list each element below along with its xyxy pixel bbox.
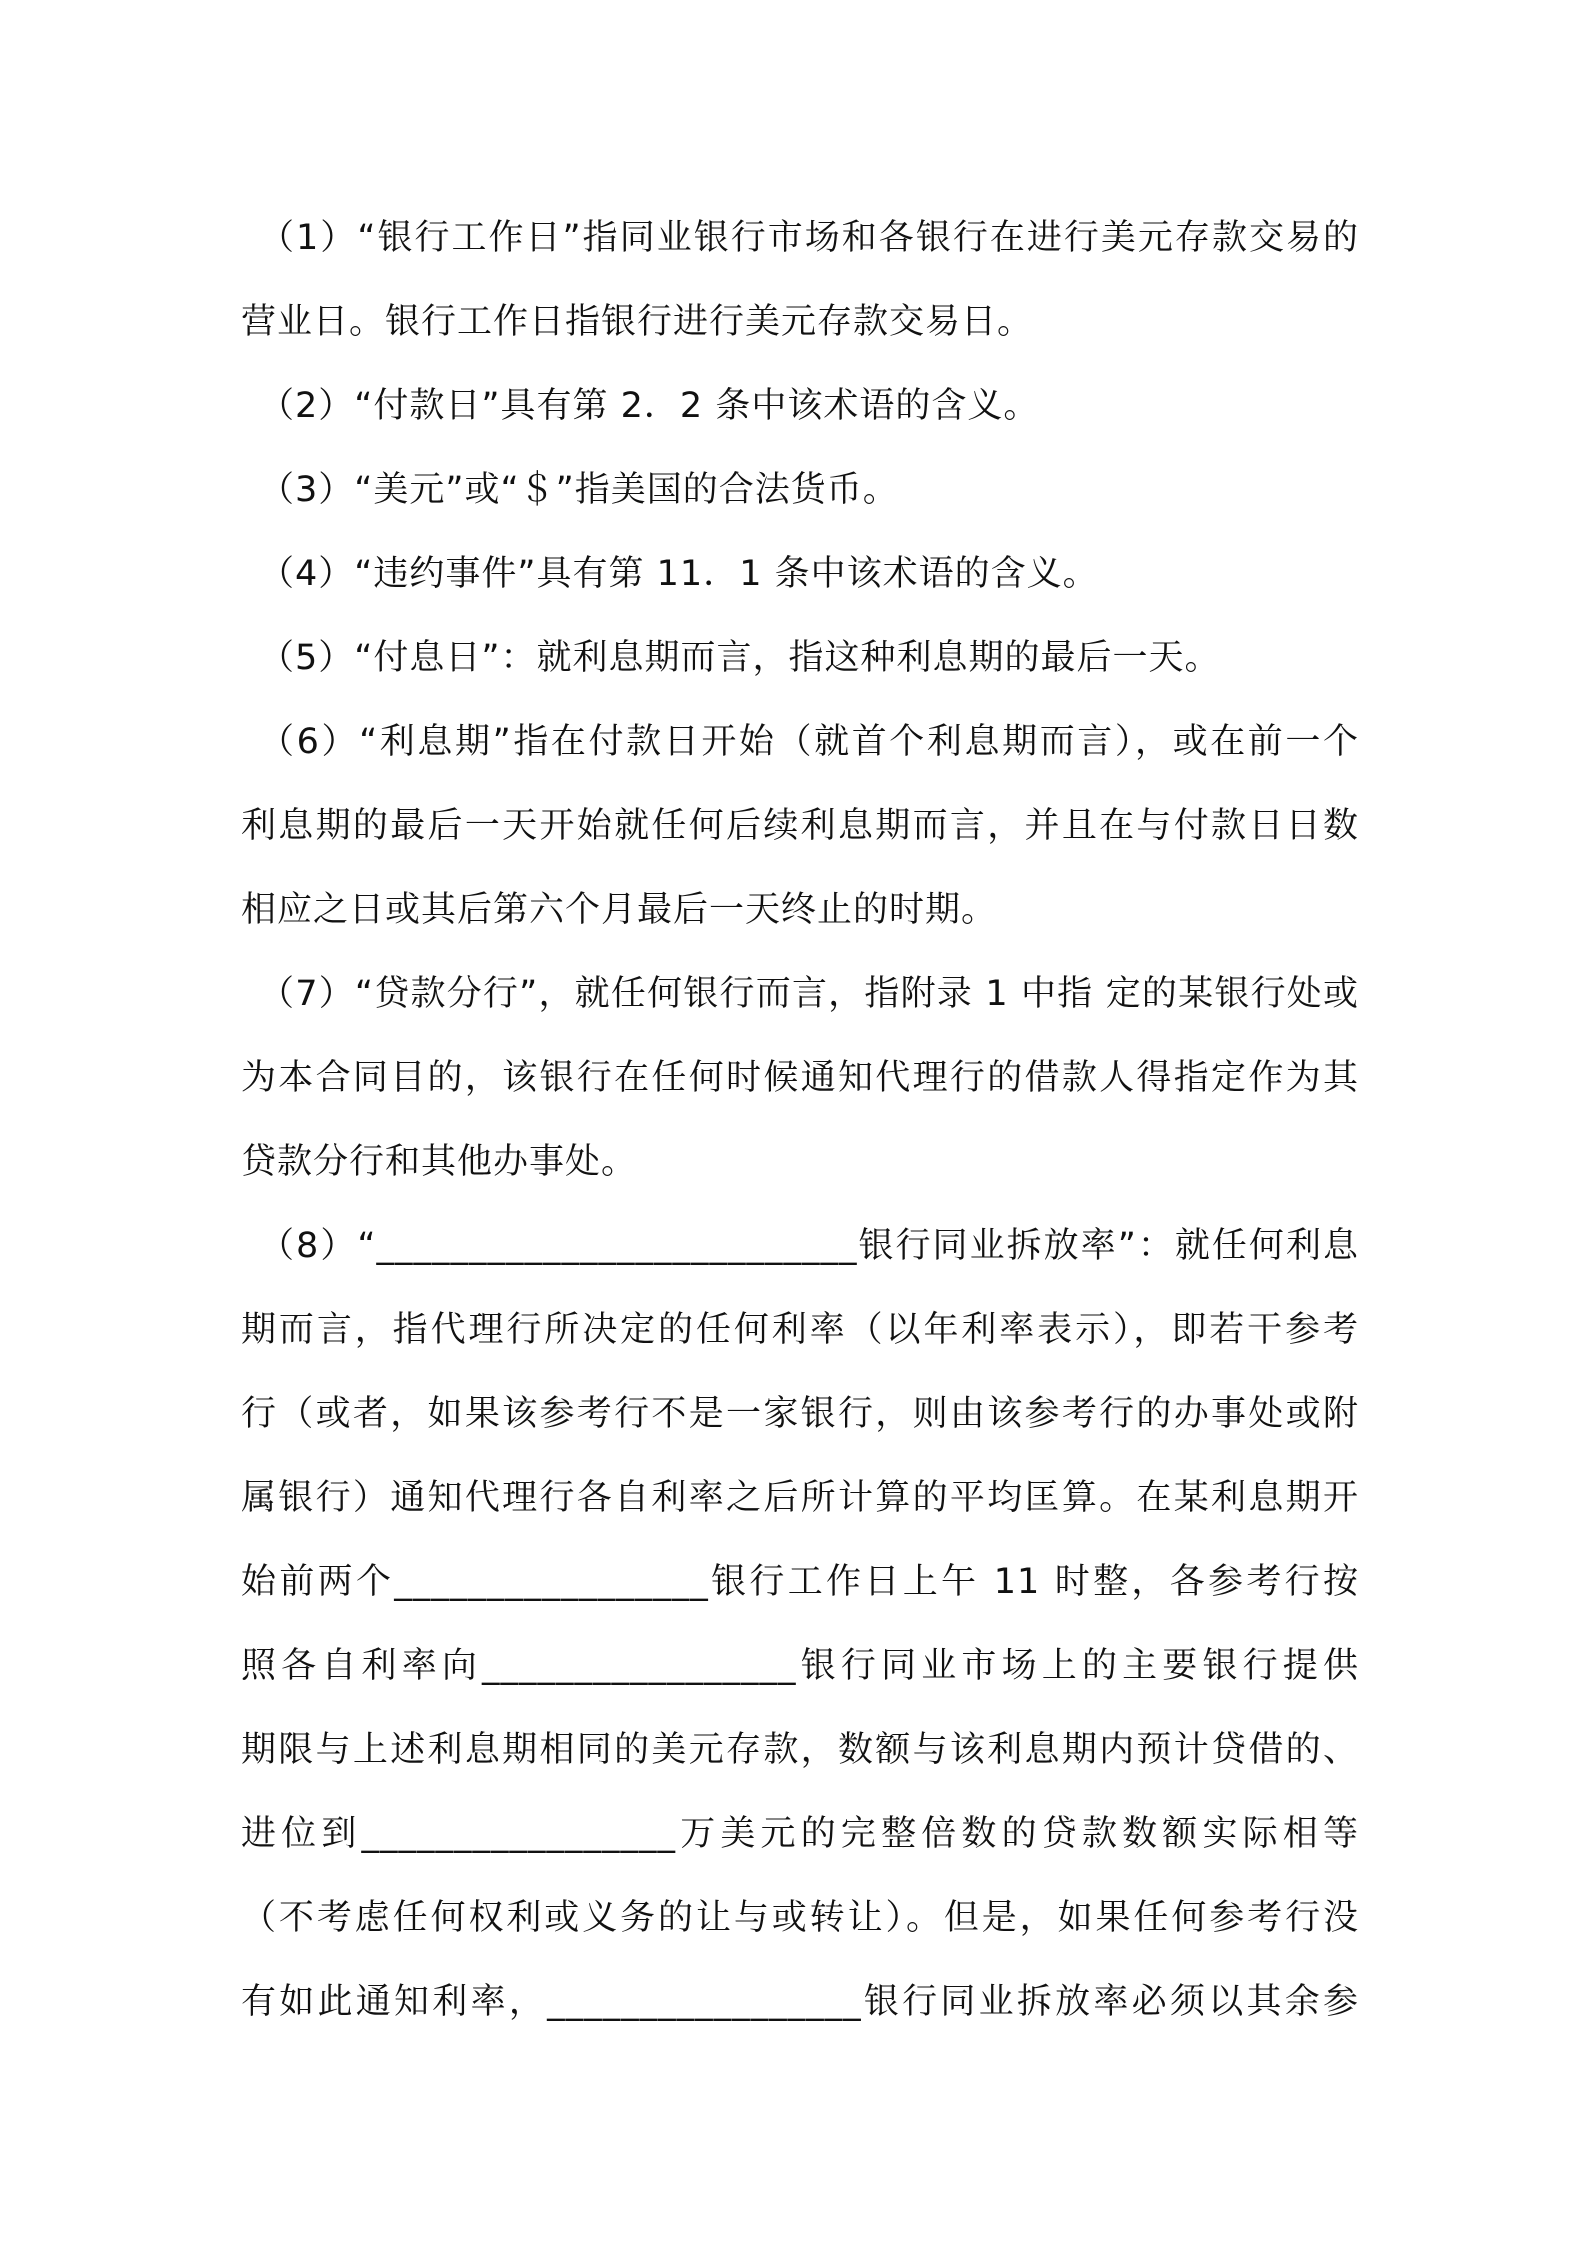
definition-7-line-1: （7）“贷款分行”，就任何银行而言，指附录 1 中指 定的某银行处或: [259, 974, 1359, 1014]
definition-8-line-7: 期限与上述利息期相同的美元存款，数额与该利息期内预计贷借的、: [241, 1730, 1359, 1770]
definition-8-line-1: （8）“__________________________银行同业拆放率”：就任何利息: [259, 1226, 1359, 1266]
definition-2: （2）“付款日”具有第 2．2 条中该术语的含义。: [259, 386, 1040, 426]
definition-6-line-3: 相应之日或其后第六个月最后一天终止的时期。: [241, 890, 998, 930]
definition-8-line-3: 行（或者，如果该参考行不是一家银行，则由该参考行的办事处或附: [241, 1394, 1359, 1434]
document-body: [241, 196, 1359, 2044]
definition-8-line-10: 有如此通知利率，_________________银行同业拆放率必须以其余参: [241, 1982, 1359, 2022]
definition-8-line-9: （不考虑任何权利或义务的让与或转让）。但是，如果任何参考行没: [241, 1898, 1359, 1938]
definition-6-line-2: 利息期的最后一天开始就任何后续利息期而言，并且在与付款日日数: [241, 806, 1359, 846]
definition-3: （3）“美元”或“＄”指美国的合法货币。: [259, 470, 899, 510]
definition-7-line-3: 贷款分行和其他办事处。: [241, 1142, 638, 1182]
definition-8-line-5: 始前两个_________________银行工作日上午 11 时整，各参考行按: [241, 1562, 1359, 1602]
definition-8-line-2: 期而言，指代理行所决定的任何利率（以年利率表示），即若干参考: [241, 1310, 1359, 1350]
definition-8-line-4: 属银行）通知代理行各自利率之后所计算的平均匡算。在某利息期开: [241, 1478, 1359, 1518]
definition-8-line-8: 进位到_________________万美元的完整倍数的贷款数额实际相等: [241, 1814, 1359, 1854]
definition-5: （5）“付息日”：就利息期而言，指这种利息期的最后一天。: [259, 638, 1221, 678]
definition-7-line-2: 为本合同目的，该银行在任何时候通知代理行的借款人得指定作为其: [241, 1058, 1359, 1098]
definition-6-line-1: （6）“利息期”指在付款日开始（就首个利息期而言），或在前一个: [259, 722, 1359, 762]
definition-8-line-6: 照各自利率向_________________银行同业市场上的主要银行提供: [241, 1646, 1359, 1686]
definition-4: （4）“违约事件”具有第 11．1 条中该术语的含义。: [259, 554, 1099, 594]
definition-1-line-1: （1）“银行工作日”指同业银行市场和各银行在进行美元存款交易的: [259, 218, 1359, 258]
definition-1-line-2: 营业日。银行工作日指银行进行美元存款交易日。: [241, 302, 1034, 342]
